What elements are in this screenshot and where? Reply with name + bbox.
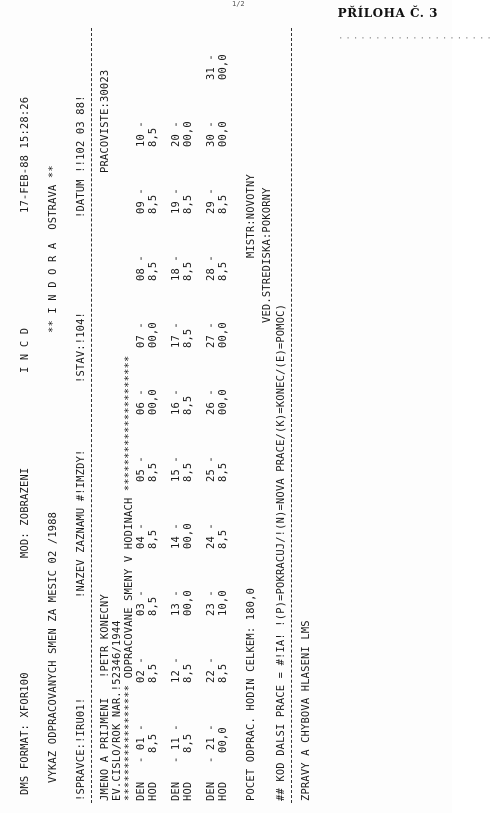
hours-cell[interactable]: 8,5	[147, 261, 159, 281]
section-banner: ****************** ODPRACOVANE SMENY V HODINACH *********************	[123, 355, 135, 801]
day-cell: 08 -	[135, 255, 147, 281]
day-cell: 27 -	[205, 322, 217, 348]
hours-cell[interactable]: 8,5	[147, 462, 159, 482]
day-cell: 15 -	[170, 456, 182, 482]
hours-row	[147, 127, 160, 803]
header-line	[19, 96, 32, 803]
day-cell: 20 -	[170, 121, 182, 147]
hours-cell[interactable]: 10,0	[217, 590, 229, 616]
day-cell: 06 -	[135, 389, 147, 415]
hours-cell[interactable]: 8,5	[182, 194, 194, 214]
hours-cell[interactable]: 00,0	[182, 523, 194, 549]
day-cell: 03 -	[135, 590, 147, 616]
divider	[291, 28, 292, 803]
hours-cell[interactable]: 8,5	[217, 194, 229, 214]
day-cell: 22 -	[205, 657, 217, 683]
hours-cell[interactable]: 8,5	[147, 529, 159, 549]
system-label: I N C D	[19, 327, 31, 373]
hours-cell[interactable]: 8,5	[147, 127, 159, 147]
hours-cell[interactable]: 8,5	[217, 261, 229, 281]
report-title: VYKAZ ODPRACOVANYCH SMEN ZA MESIC 02 /1988	[47, 511, 59, 783]
hours-label: HOD	[217, 781, 229, 801]
day-cell: 29 -	[205, 188, 217, 214]
day-cell: - 01 -	[135, 724, 147, 763]
format-code: DMS FORMAT: XFOR100	[19, 672, 31, 795]
command-input[interactable]: ## KOD DALSI PRACE = #!IA! !(P)=POKRACUJ/!(N)=NOVA PRACE/(K)=KONEC/(E)=POMOC)	[275, 303, 287, 801]
day-cell: 17 -	[170, 322, 182, 348]
day-cell: 10 -	[135, 121, 147, 147]
head-line	[261, 187, 274, 803]
hours-cell[interactable]: 8,5	[147, 733, 159, 753]
total-line	[245, 174, 258, 803]
company-name: ** I N D O R A OSTRAVA **	[47, 165, 59, 333]
day-cell: 14 -	[170, 523, 182, 549]
title-line	[47, 165, 60, 803]
day-cell: 30 -	[205, 121, 217, 147]
name-label: JMENO A PRIJMENI	[99, 697, 111, 801]
command-line	[275, 303, 288, 803]
hours-cell[interactable]: 8,5	[182, 395, 194, 415]
evid-number[interactable]: EV.CISLO/ROK NAR.!52346/1944	[111, 620, 123, 801]
day-cell: - 21 -	[205, 724, 217, 763]
hours-cell[interactable]: 8,5	[182, 733, 194, 753]
hours-row	[182, 121, 195, 803]
hours-cell[interactable]: 00,0	[217, 389, 229, 415]
status-line	[75, 95, 88, 803]
datetime: 17-FEB-88 15:28:26	[19, 96, 31, 213]
hours-cell[interactable]: 8,5	[182, 328, 194, 348]
hours-cell[interactable]: 00,0	[217, 727, 229, 753]
hours-cell[interactable]: 00,0	[147, 389, 159, 415]
total-hours: POCET ODPRAC. HODIN CELKEM: 180,0	[245, 587, 257, 801]
hours-cell[interactable]: 8,5	[182, 462, 194, 482]
day-cell: 28 -	[205, 255, 217, 281]
messages-line	[300, 620, 313, 803]
day-cell: 18 -	[170, 255, 182, 281]
mode-label: MOD: ZOBRAZENI	[19, 467, 31, 558]
record-field[interactable]: !NAZEV ZAZNAMU #!IMZDY!	[75, 449, 87, 598]
day-cell: 07 -	[135, 322, 147, 348]
hours-row	[217, 54, 230, 803]
hours-cell[interactable]: 00,0	[182, 121, 194, 147]
master-name: MISTR:NOVOTNY	[245, 174, 257, 258]
day-cell: 26 -	[205, 389, 217, 415]
day-cell: 31 -	[205, 54, 217, 80]
hours-label: HOD	[182, 781, 194, 801]
page-mark: 1/2	[232, 0, 245, 8]
head-name: VED.STREDISKA:POKORNY	[261, 187, 273, 323]
day-label: DEN	[170, 781, 182, 801]
hours-cell[interactable]: 8,5	[182, 261, 194, 281]
day-cell: 13 -	[170, 590, 182, 616]
hours-cell[interactable]: 8,5	[147, 194, 159, 214]
hours-cell[interactable]: 00,0	[182, 590, 194, 616]
scan-noise: ·····················	[338, 34, 494, 44]
admin-field[interactable]: !SPRAVCE:!IRU01!	[75, 697, 87, 801]
day-cell: 24 -	[205, 523, 217, 549]
terminal-screen	[16, 3, 436, 803]
divider	[91, 28, 92, 803]
hours-cell[interactable]: 8,5	[217, 529, 229, 549]
day-cell: - 11 -	[170, 724, 182, 763]
day-cell: 09 -	[135, 188, 147, 214]
day-cell: 25 -	[205, 456, 217, 482]
hours-cell[interactable]: 00,0	[147, 322, 159, 348]
hours-cell[interactable]: 8,5	[182, 663, 194, 683]
hours-cell[interactable]: 00,0	[217, 322, 229, 348]
day-cell: 12 -	[170, 657, 182, 683]
state-field[interactable]: !STAV:!104!	[75, 311, 87, 383]
hours-cell[interactable]: 8,5	[147, 663, 159, 683]
day-cell: 04 -	[135, 523, 147, 549]
hours-cell[interactable]: 8,5	[217, 663, 229, 683]
hours-cell[interactable]: 00,0	[217, 54, 229, 80]
name-value[interactable]: !PETR KONECNY	[99, 594, 111, 678]
date-field[interactable]: !DATUM !!102 03 88!	[75, 95, 87, 218]
day-cell: 16 -	[170, 389, 182, 415]
hours-cell[interactable]: 00,0	[217, 121, 229, 147]
annex-label: PŘÍLOHA Č. 3	[337, 6, 438, 20]
day-cell: 19 -	[170, 188, 182, 214]
workplace[interactable]: PRACOVISTE:30023	[99, 69, 111, 173]
day-cell: 02 -	[135, 657, 147, 683]
day-label: DEN	[205, 781, 217, 801]
hours-cell[interactable]: 8,5	[217, 462, 229, 482]
hours-label: HOD	[147, 781, 159, 801]
day-label: DEN	[135, 781, 147, 801]
day-cell: 23 -	[205, 590, 217, 616]
messages-label: ZPRAVY A CHYBOVA HLASENI LMS	[300, 620, 312, 801]
hours-cell[interactable]: 8,5	[147, 596, 159, 616]
day-cell: 05 -	[135, 456, 147, 482]
